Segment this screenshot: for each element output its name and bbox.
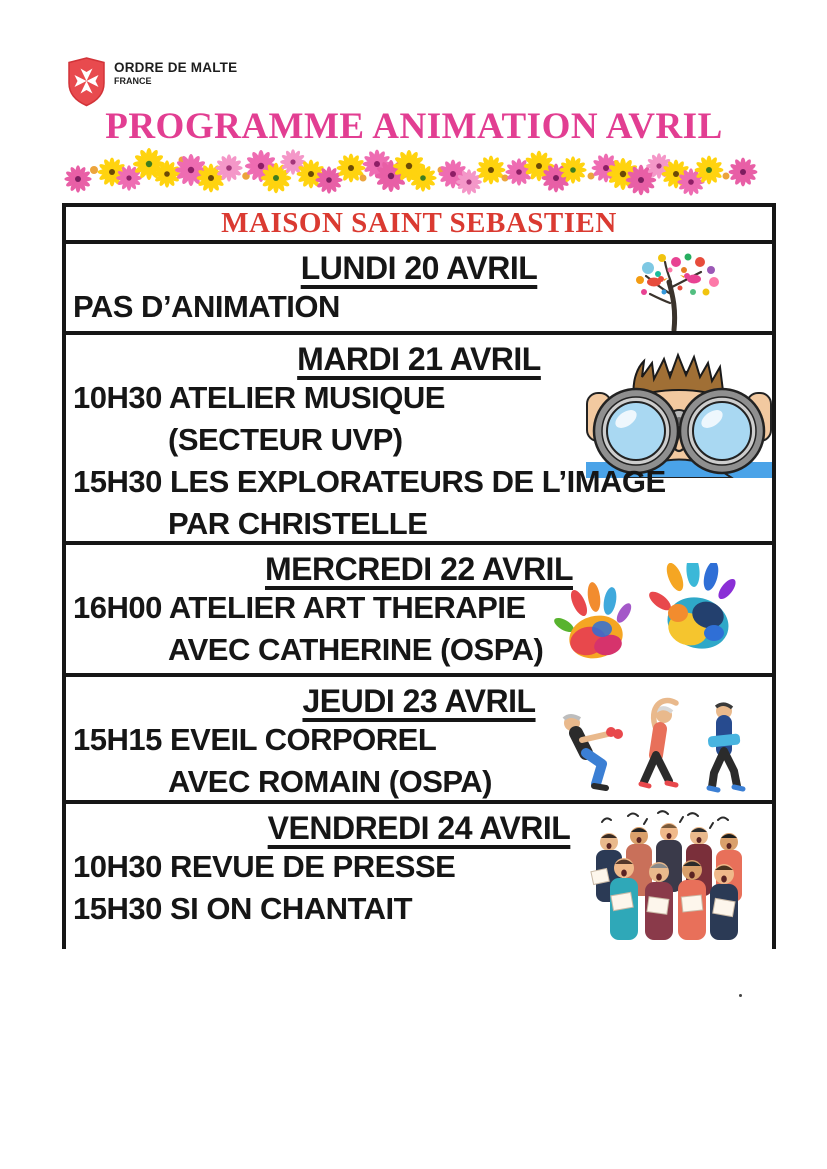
activity-line: 15H30 LES EXPLORATEURS DE L’IMAGE	[73, 464, 666, 499]
day-heading: MERCREDI 22 AVRIL	[265, 551, 573, 587]
activity-line: PAS D’ANIMATION	[73, 289, 340, 324]
ordre-de-malte-logo	[66, 57, 237, 107]
activity-line: AVEC CATHERINE (OSPA)	[168, 632, 544, 667]
logo-text	[114, 57, 237, 86]
activity-line: 16H00 ATELIER ART THERAPIE	[73, 590, 526, 625]
row-mercredi	[66, 545, 772, 677]
row-lundi	[66, 244, 772, 335]
activity-line: 15H30 SI ON CHANTAIT	[73, 891, 413, 926]
activity-line: PAR CHRISTELLE	[168, 506, 428, 541]
logo-country: FRANCE	[114, 75, 152, 86]
activity-line: 10H30 ATELIER MUSIQUE	[73, 380, 445, 415]
row-mardi	[66, 335, 772, 545]
activity-line: AVEC ROMAIN (OSPA)	[168, 764, 492, 799]
table-header: MAISON SAINT SEBASTIEN	[66, 207, 772, 244]
day-heading: LUNDI 20 AVRIL	[300, 250, 538, 286]
row-jeudi	[66, 677, 772, 804]
logo-org-name: ORDRE DE MALTE	[114, 60, 238, 75]
maltese-cross-shield-icon	[66, 57, 107, 107]
flower-garland	[60, 147, 766, 199]
row-vendredi	[66, 804, 772, 949]
day-heading: JEUDI 23 AVRIL	[302, 683, 536, 719]
page-title: PROGRAMME ANIMATION AVRIL	[105, 106, 723, 147]
activity-line: 10H30 REVUE DE PRESSE	[73, 849, 456, 884]
scan-artifact-dot	[739, 994, 742, 997]
day-heading: VENDREDI 24 AVRIL	[267, 810, 571, 846]
activity-line: 15H15 EVEIL CORPOREL	[73, 722, 437, 757]
day-heading: MARDI 21 AVRIL	[297, 341, 541, 377]
schedule-table	[62, 203, 776, 949]
activity-line: (SECTEUR UVP)	[168, 422, 403, 457]
